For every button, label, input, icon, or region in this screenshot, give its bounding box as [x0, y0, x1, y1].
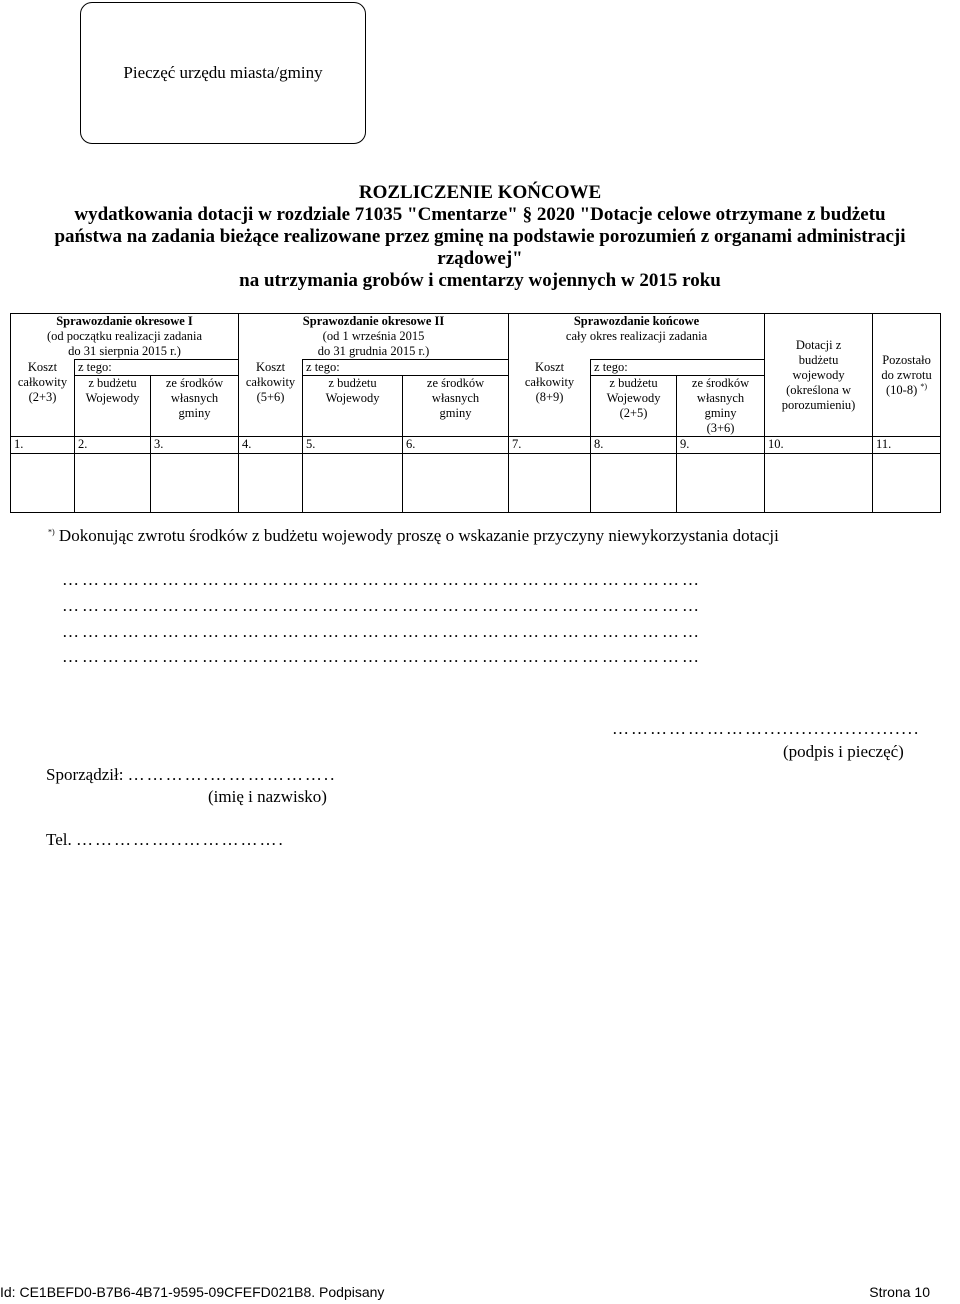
signature-field[interactable]: ……………………......................... [612, 719, 921, 738]
pozostalo-line: Pozostało [882, 352, 931, 367]
srodki-line: własnych [431, 391, 480, 405]
koszt-formula: (5+6) [256, 389, 285, 404]
data-entry-row [11, 454, 941, 513]
title-line-1: ROZLICZENIE KOŃCOWE [358, 182, 602, 203]
budzet-formula: (2+5) [619, 406, 648, 420]
column-number: 3. [151, 437, 239, 454]
final-sub1: cały okres realizacji zadania [565, 329, 708, 343]
entry-cell[interactable] [151, 454, 239, 513]
srodki-line: własnych [696, 391, 745, 405]
tel-field[interactable]: ……………..……………. [75, 830, 285, 849]
srodki-header-3 [677, 376, 765, 437]
footnote-text: Dokonując zwrotu środków z budżetu wojewody proszę o wskazanie przyczyny niewykorzystania dotacji [58, 526, 779, 545]
koszt-line: Koszt [255, 359, 286, 374]
dotacji-line: wojewody [792, 367, 845, 382]
pozostalo-line: do zwrotu [881, 367, 932, 382]
dotacji-line: budżetu [798, 352, 839, 367]
entry-cell[interactable] [303, 454, 403, 513]
entry-cell[interactable] [765, 454, 873, 513]
reason-line[interactable]: …………………………………………………………………………………… [62, 570, 702, 589]
koszt-formula: (8+9) [535, 389, 564, 404]
entry-cell[interactable] [509, 454, 591, 513]
budzet-line: Wojewody [325, 391, 380, 405]
budzet-line: Wojewody [606, 391, 661, 405]
entry-cell[interactable] [75, 454, 151, 513]
srodki-line: ze środków [691, 376, 750, 390]
column-number: 2. [75, 437, 151, 454]
srodki-line: ze środków [426, 376, 485, 390]
period1-sub2: do 31 sierpnia 2015 r.) [68, 344, 181, 358]
srodki-header-2 [403, 376, 509, 437]
dotacji-line: Dotacji z [795, 337, 842, 352]
koszt-header-1 [11, 360, 75, 437]
koszt-formula: (2+3) [28, 389, 57, 404]
z-tego-label: z tego: [78, 360, 112, 374]
koszt-header-3 [509, 360, 591, 437]
entry-cell[interactable] [591, 454, 677, 513]
srodki-line: gminy [704, 406, 737, 420]
name-label: (imię i nazwisko) [208, 787, 327, 806]
reason-line[interactable]: …………………………………………………………………………………… [62, 647, 702, 666]
title-line-4: rządowej" [437, 248, 523, 269]
reason-line[interactable]: …………………………………………………………………………………… [62, 622, 702, 641]
column-number: 9. [677, 437, 765, 454]
z-tego-3 [591, 360, 765, 376]
budzet-line: z budżetu [328, 376, 377, 390]
period1-sub1: (od początku realizacji zadania [46, 329, 203, 343]
srodki-line: gminy [178, 406, 211, 420]
column-number: 8. [591, 437, 677, 454]
entry-cell[interactable] [239, 454, 303, 513]
budzet-header-2 [303, 376, 403, 437]
budzet-line: z budżetu [609, 376, 658, 390]
budzet-line: Wojewody [85, 391, 140, 405]
title-line-2: wydatkowania dotacji w rozdziale 71035 "Cmentarze" § 2020 "Dotacje celowe otrzymane z budżetu [74, 204, 886, 225]
z-tego-2 [303, 360, 509, 376]
final-header [509, 314, 765, 360]
prepared-label: Sporządził: [46, 765, 124, 784]
z-tego-label: z tego: [306, 360, 340, 374]
period2-sub2: do 31 grudnia 2015 r.) [317, 344, 430, 358]
z-tego-1 [75, 360, 239, 376]
period1-title: Sprawozdanie okresowe I [56, 314, 193, 328]
koszt-header-2 [239, 360, 303, 437]
period2-title: Sprawozdanie okresowe II [302, 314, 445, 328]
srodki-formula: (3+6) [706, 421, 735, 435]
column-number-row [11, 437, 941, 454]
budzet-header-1 [75, 376, 151, 437]
period2-sub1: (od 1 września 2015 [322, 329, 425, 343]
entry-cell[interactable] [677, 454, 765, 513]
footnote-marker: *) [920, 381, 928, 391]
column-number: 6. [403, 437, 509, 454]
column-number: 7. [509, 437, 591, 454]
final-title: Sprawozdanie końcowe [573, 314, 700, 328]
stamp-box [80, 2, 366, 144]
stamp-label: Pieczęć urzędu miasta/gminy [123, 63, 323, 82]
koszt-line: całkowity [17, 374, 68, 389]
tel-label: Tel. [46, 830, 72, 849]
document-id: Id: CE1BEFD0-B7B6-4B71-9595-09CFEFD021B8. Podpisany [0, 1284, 385, 1300]
prepared-by [46, 765, 336, 785]
entry-cell[interactable] [403, 454, 509, 513]
budzet-header-3 [591, 376, 677, 437]
koszt-line: całkowity [524, 374, 575, 389]
reason-line[interactable]: …………………………………………………………………………………… [62, 596, 702, 615]
telephone [46, 830, 285, 850]
entry-cell[interactable] [11, 454, 75, 513]
footnote [48, 526, 779, 546]
dotacji-header [765, 314, 873, 437]
column-number: 5. [303, 437, 403, 454]
column-number: 11. [873, 437, 941, 454]
pozostalo-header [873, 314, 941, 437]
srodki-header-1 [151, 376, 239, 437]
srodki-line: gminy [439, 406, 472, 420]
dotacji-line: (określona w [786, 382, 851, 397]
srodki-line: własnych [170, 391, 219, 405]
title-line-3: państwa na zadania bieżące realizowane przez gminę na podstawie porozumień z organami administracji [54, 226, 906, 247]
dotacji-line: porozumieniu) [781, 397, 856, 412]
koszt-line: Koszt [534, 359, 565, 374]
period2-header [239, 314, 509, 360]
entry-cell[interactable] [873, 454, 941, 513]
signature-label: (podpis i pieczęć) [783, 742, 904, 761]
pozostalo-formula: (10-8) [886, 382, 918, 397]
page-number: Strona 10 [869, 1284, 930, 1300]
pozostalo-line [876, 383, 937, 398]
column-number: 10. [765, 437, 873, 454]
document-title [30, 182, 930, 292]
column-number: 4. [239, 437, 303, 454]
koszt-line: całkowity [245, 374, 296, 389]
settlement-table [10, 313, 941, 513]
title-line-5: na utrzymania grobów i cmentarzy wojennych w 2015 roku [239, 270, 721, 291]
column-number: 1. [11, 437, 75, 454]
z-tego-label: z tego: [594, 360, 628, 374]
footnote-marker: *) [48, 527, 55, 537]
prepared-field[interactable]: ………….……………….. [127, 765, 337, 784]
period1-header [11, 314, 239, 360]
srodki-line: ze środków [165, 376, 224, 390]
koszt-line: Koszt [27, 359, 58, 374]
budzet-line: z budżetu [88, 376, 137, 390]
